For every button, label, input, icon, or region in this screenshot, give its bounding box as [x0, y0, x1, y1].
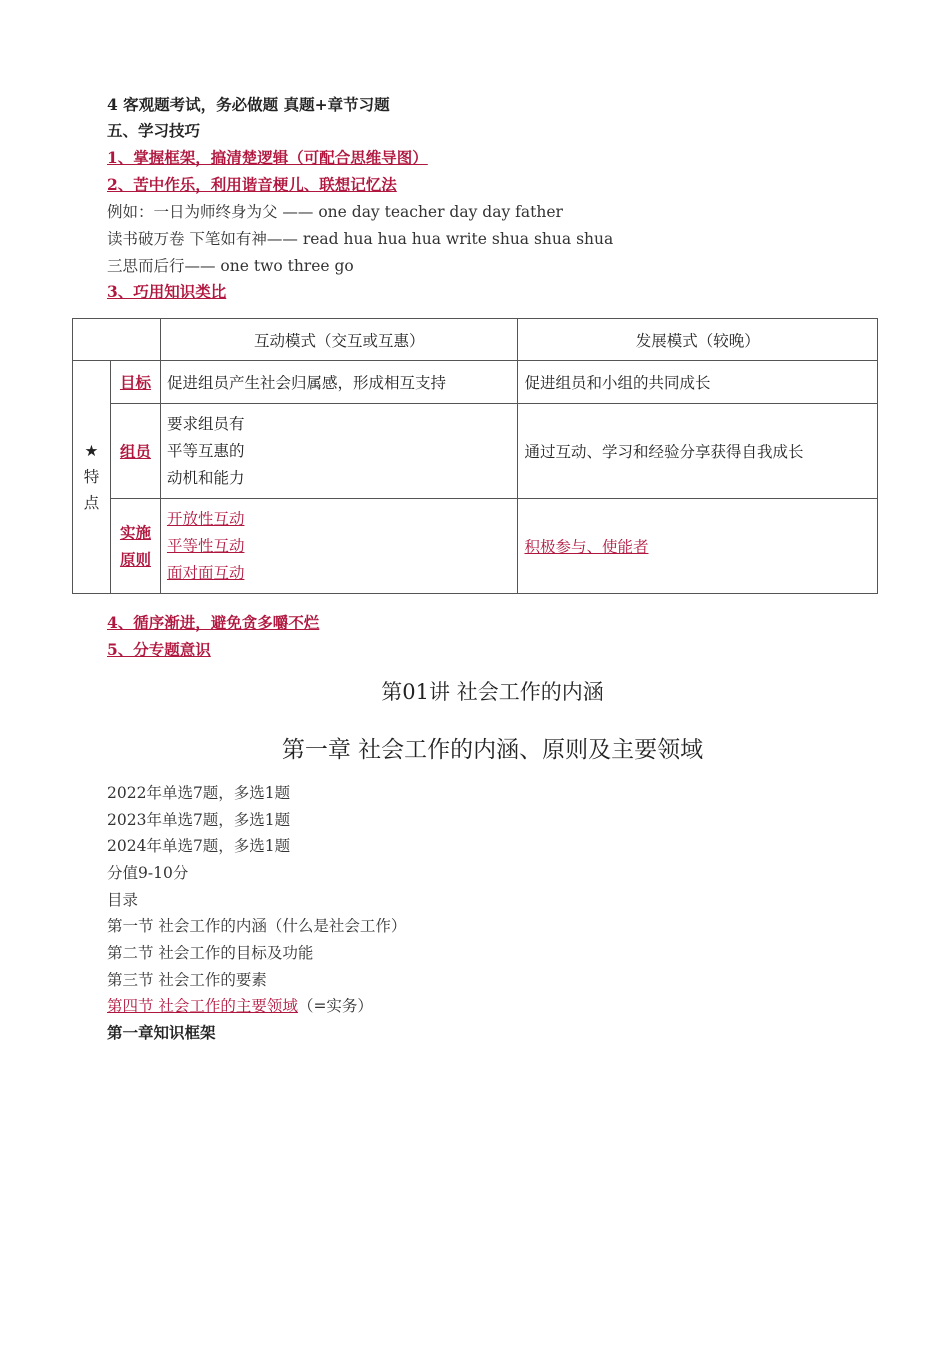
toc-section-4-title: 第四节 社会工作的主要领域 — [107, 997, 298, 1015]
toc-section-2: 第二节 社会工作的目标及功能 — [107, 944, 314, 962]
principle-development-text: 积极参与、使能者 — [524, 538, 649, 556]
stat-2022: 2022年单选7题，多选1题 — [107, 784, 291, 802]
principle-interaction — [160, 499, 518, 594]
table-row-member — [73, 404, 878, 499]
tip-3: 3、巧用知识类比 — [107, 282, 227, 301]
score-range: 分值9-10分 — [107, 864, 189, 882]
principle-line-3: 面对面互动 — [166, 563, 245, 582]
header-development-mode: 发展模式（较晚） — [518, 319, 878, 361]
table-row-principle — [73, 499, 878, 594]
row-label-member: 组员 — [110, 404, 160, 499]
principle-label-2: 原则 — [119, 550, 151, 569]
chapter-framework-heading: 第一章知识框架 — [107, 1023, 216, 1042]
toc-section-1: 第一节 社会工作的内涵（什么是社会工作） — [107, 917, 407, 935]
member-line-2: 平等互惠的 — [166, 441, 245, 460]
feature-label-cell — [73, 361, 111, 594]
lecture-title: 第01讲 社会工作的内涵 — [381, 680, 604, 704]
member-line-1: 要求组员有 — [166, 414, 245, 433]
header-interaction-mode: 互动模式（交互或互惠） — [160, 319, 518, 361]
row-label-goal: 目标 — [110, 361, 160, 404]
feature-char-1: 特 — [83, 468, 100, 486]
exam-note: 4 客观题考试，务必做题 真题+章节习题 — [107, 95, 390, 114]
member-interaction — [160, 404, 518, 499]
goal-development: 促进组员和小组的共同成长 — [518, 361, 878, 404]
example-line-2: 读书破万卷 下笔如有神—— read hua hua hua write shua shua shua — [107, 230, 614, 248]
star-icon: ★ — [84, 442, 99, 460]
toc-section-4-note: （=实务） — [297, 997, 373, 1015]
stat-2023: 2023年单选7题，多选1题 — [107, 811, 291, 829]
header-corner-cell — [73, 319, 161, 361]
toc-section-4 — [107, 996, 373, 1016]
goal-interaction: 促进组员产生社会归属感，形成相互支持 — [160, 361, 518, 404]
toc-heading: 目录 — [107, 891, 139, 909]
tip-1: 1、掌握框架，搞清楚逻辑（可配合思维导图） — [107, 148, 428, 167]
principle-line-2: 平等性互动 — [166, 536, 245, 555]
principle-line-1: 开放性互动 — [166, 509, 245, 528]
tip-5: 5、分专题意识 — [107, 640, 211, 659]
example-line-3: 三思而后行—— one two three go — [107, 257, 354, 275]
section-heading-study-tips: 五、学习技巧 — [107, 121, 201, 140]
chapter-title: 第一章 社会工作的内涵、原则及主要领域 — [281, 737, 704, 763]
tip-4: 4、循序渐进，避免贪多嚼不烂 — [107, 613, 320, 632]
principle-label-1: 实施 — [119, 523, 151, 542]
table-row-goal — [73, 361, 878, 404]
feature-char-2: 点 — [83, 494, 100, 512]
stat-2024: 2024年单选7题，多选1题 — [107, 837, 291, 855]
table-header-row — [73, 319, 878, 361]
tip-2: 2、苦中作乐，利用谐音梗儿、联想记忆法 — [107, 175, 397, 194]
toc-section-3: 第三节 社会工作的要素 — [107, 971, 267, 989]
member-development: 通过互动、学习和经验分享获得自我成长 — [518, 404, 878, 499]
row-label-principle — [110, 499, 160, 594]
comparison-table — [72, 318, 878, 594]
example-line-1: 例如：一日为师终身为父 —— one day teacher day day father — [107, 203, 563, 221]
principle-development — [518, 499, 878, 594]
member-line-3: 动机和能力 — [166, 468, 245, 487]
